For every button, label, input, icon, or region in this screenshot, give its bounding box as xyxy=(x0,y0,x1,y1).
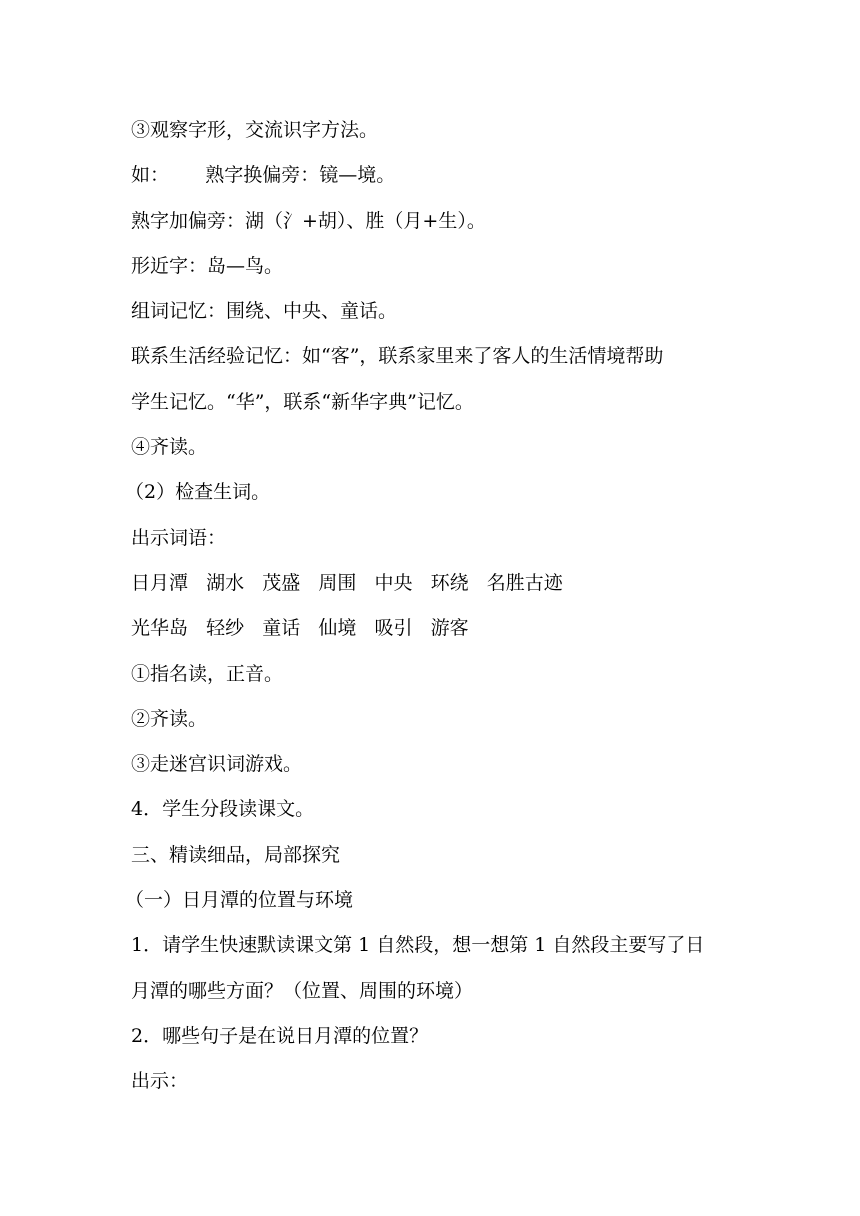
text-line-example-replace-radical: 如： 熟字换偏旁：镜—境。 xyxy=(131,164,396,187)
text-line-word-list-1: 日月潭 湖水 茂盛 周围 中央 环绕 名胜古迹 xyxy=(131,571,563,594)
subsection-heading-location-environment: （一）日月潭的位置与环境 xyxy=(125,889,354,912)
text-line-step2-read-together: ②齐读。 xyxy=(131,707,208,730)
text-line-similar-chars: 形近字：岛—鸟。 xyxy=(131,254,284,277)
text-line-add-radical: 熟字加偏旁：湖（氵+胡）、胜（月+生）。 xyxy=(131,209,486,232)
text-line-item1-silent-reading: 1．请学生快速默读课文第 1 自然段，想一想第 1 自然段主要写了日 xyxy=(131,934,705,957)
text-line-show-words: 出示词语： xyxy=(131,526,227,549)
text-line-show: 出示： xyxy=(131,1070,189,1093)
text-line-item2-which-sentences: 2．哪些句子是在说日月潭的位置？ xyxy=(131,1024,429,1047)
text-line-word-list-2: 光华岛 轻纱 童话 仙境 吸引 游客 xyxy=(131,617,469,640)
text-line-step1-name-read: ①指名读，正音。 xyxy=(131,662,284,685)
text-line-step3-observe: ③观察字形，交流识字方法。 xyxy=(131,119,379,141)
text-line-life-experience: 联系生活经验记忆：如“客”，联系家里来了客人的生活情境帮助 xyxy=(131,345,664,368)
text-line-item1-silent-reading-cont: 月潭的哪些方面？（位置、周围的环境） xyxy=(131,979,474,1002)
text-line-word-memory: 组词记忆：围绕、中央、童话。 xyxy=(131,300,398,323)
text-line-check-words-heading: （2）检查生词。 xyxy=(125,481,271,504)
text-line-step3-maze-game: ③走迷宫识词游戏。 xyxy=(131,753,303,776)
text-line-item4-read-paragraphs: 4．学生分段读课文。 xyxy=(131,798,315,821)
text-line-life-experience-cont: 学生记忆。“华”，联系“新华字典”记忆。 xyxy=(131,390,474,413)
document-body xyxy=(125,108,751,1105)
text-line-step4-read-together: ④齐读。 xyxy=(131,436,208,459)
section-heading-close-reading: 三、精读细品，局部探究 xyxy=(131,843,341,866)
